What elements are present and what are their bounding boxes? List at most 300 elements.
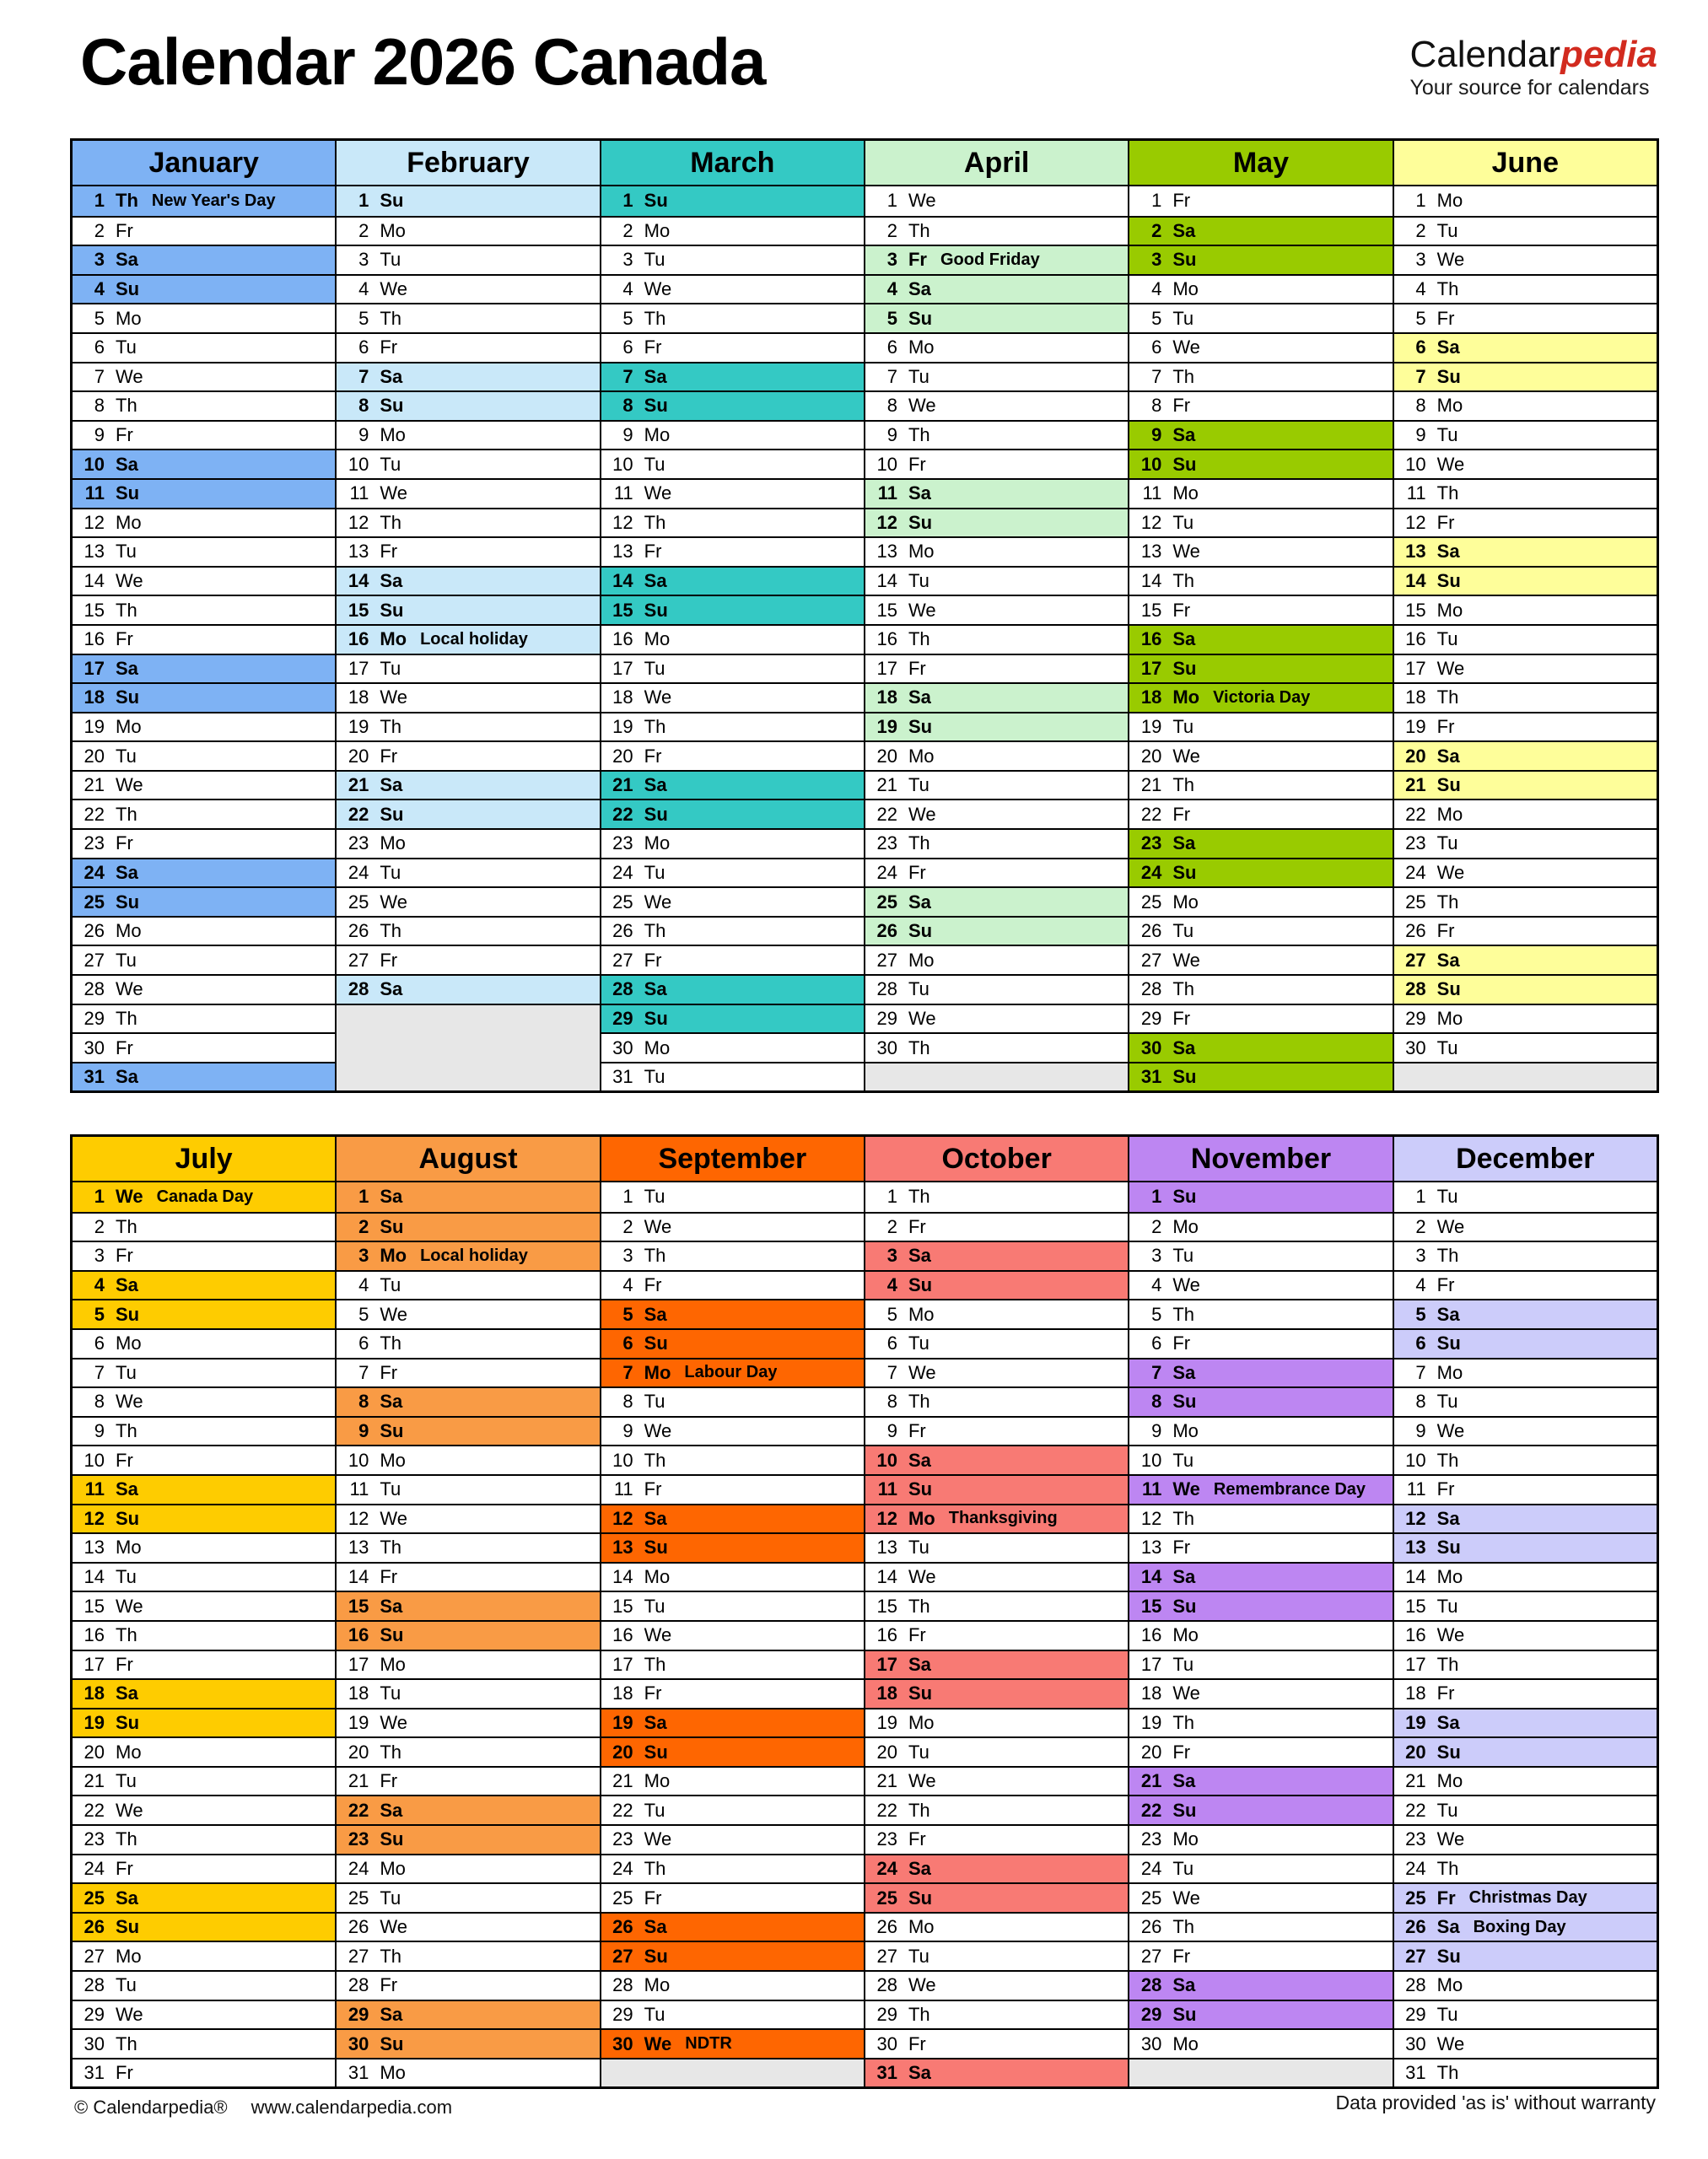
weekday-abbrev: We [644,1624,672,1646]
weekday-abbrev: Fr [116,424,133,446]
day-row [865,828,1128,858]
day-number: 6 [1415,1333,1426,1354]
day-row [1129,1416,1392,1446]
day-number: 15 [84,1595,105,1617]
day-number: 16 [1140,1624,1162,1646]
weekday-abbrev: Sa [380,1799,403,1821]
weekday-abbrev: Th [380,1333,402,1354]
day-number: 18 [876,686,897,708]
day-row [1129,332,1392,362]
day-number: 30 [1405,1036,1426,1058]
day-number: 4 [622,1274,633,1296]
month-header-october: October [865,1137,1128,1182]
day-row [337,1386,599,1416]
weekday-abbrev: Fr [1436,1683,1455,1704]
day-row [601,420,864,450]
logo-wordmark-black: Calendar [1409,34,1561,75]
weekday-abbrev: Tu [380,453,401,475]
weekday-abbrev: Sa [1436,1507,1460,1529]
day-row [1129,1941,1392,1970]
day-row [601,945,864,974]
weekday-abbrev: Tu [116,1974,137,1996]
weekday-abbrev: Th [380,511,402,533]
weekday-abbrev: Tu [380,1274,401,1296]
day-row [73,216,335,245]
weekday-abbrev: Mo [116,307,142,329]
weekday-abbrev: We [908,190,936,212]
month-header-june: June [1394,141,1657,186]
day-row [73,274,335,304]
day-number: 1 [358,1186,369,1208]
day-row [865,362,1128,391]
day-number: 15 [1405,599,1426,621]
day-row [1394,1504,1657,1533]
day-row [1394,2028,1657,2058]
weekday-abbrev: Fr [1172,1741,1191,1763]
weekday-abbrev: Sa [644,1916,667,1938]
day-number: 21 [876,774,897,796]
day-row [601,1299,864,1328]
day-row [1394,1358,1657,1387]
day-row [865,2000,1128,2029]
weekday-abbrev: Su [116,482,140,504]
day-row [601,1270,864,1300]
day-row [73,799,335,828]
day-row [1394,1708,1657,1737]
day-number: 3 [886,1245,897,1267]
day-row [865,654,1128,683]
weekday-abbrev: Th [1172,1711,1194,1733]
day-row [601,1004,864,1033]
day-number: 1 [886,1186,897,1208]
day-number: 21 [84,1770,105,1792]
day-row [337,1416,599,1446]
holiday-label: Victoria Day [1213,687,1311,707]
weekday-abbrev: We [908,1361,936,1383]
weekday-abbrev: Fr [116,2062,133,2084]
day-number: 9 [1415,424,1426,446]
weekday-abbrev: Fr [1436,1887,1456,1909]
day-number: 3 [358,249,369,271]
day-row [73,1241,335,1270]
weekday-abbrev: We [116,1186,143,1208]
day-number: 17 [84,657,105,679]
day-row [337,1328,599,1358]
day-number: 28 [612,1974,633,1996]
day-number: 26 [1140,1916,1162,1938]
weekday-abbrev: Th [1172,1303,1194,1325]
day-row [601,595,864,624]
day-row [1129,303,1392,332]
day-number: 11 [1406,482,1426,504]
day-row [865,478,1128,508]
day-number: 30 [1405,2032,1426,2054]
day-number: 14 [1140,1566,1162,1588]
day-number: 23 [876,1828,897,1850]
weekday-abbrev: Fr [1436,1274,1455,1296]
holiday-label: NDTR [685,2034,732,2054]
day-number: 22 [612,803,633,825]
day-number: 11 [1406,1478,1426,1500]
day-row [865,916,1128,945]
weekday-abbrev: Mo [1172,482,1199,504]
weekday-abbrev: Su [644,599,668,621]
weekday-abbrev: Th [908,832,930,854]
weekday-abbrev: We [1172,337,1200,358]
weekday-abbrev: Sa [644,365,667,387]
day-number: 19 [1405,715,1426,737]
day-number: 1 [886,190,897,212]
day-number: 5 [1151,1303,1162,1325]
day-row [73,1386,335,1416]
day-row [601,390,864,420]
day-row [337,916,599,945]
weekday-abbrev: Sa [380,1391,403,1413]
month-header-september: September [601,1137,864,1182]
day-row [337,2000,599,2029]
day-row [601,1032,864,1062]
weekday-abbrev: Mo [1172,686,1200,708]
day-row [73,420,335,450]
day-row [1394,770,1657,800]
weekday-abbrev: Su [908,307,933,329]
weekday-abbrev: Tu [1436,219,1458,241]
weekday-abbrev: Su [644,1945,668,1967]
day-row [1394,1620,1657,1650]
day-row [601,1445,864,1474]
day-row [1129,945,1392,974]
weekday-abbrev: We [644,2032,672,2054]
weekday-abbrev: Su [1436,1741,1461,1763]
day-row [337,1854,599,1883]
day-row [1129,362,1392,391]
weekday-abbrev: Sa [644,570,667,592]
weekday-abbrev: Th [908,1036,930,1058]
day-row [865,1678,1128,1708]
day-number: 10 [1140,453,1162,475]
month-header-april: April [865,141,1128,186]
day-row [1129,1504,1392,1533]
day-row [73,1562,335,1591]
logo-tagline: Your source for calendars [1409,76,1650,100]
day-row [601,1854,864,1883]
day-number: 23 [84,832,105,854]
day-row [337,362,599,391]
day-row [601,1474,864,1504]
day-number: 30 [84,1036,105,1058]
day-number: 14 [1405,570,1426,592]
day-number: 17 [612,1653,633,1675]
month-column-february [335,141,599,1090]
day-row [601,536,864,566]
weekday-abbrev: We [1172,541,1200,563]
weekday-abbrev: Tu [380,861,401,883]
day-row [601,1504,864,1533]
day-row [1394,2000,1657,2029]
weekday-abbrev: Mo [116,1537,142,1559]
weekday-abbrev: Sa [908,482,931,504]
day-row [73,858,335,887]
day-number: 28 [1405,978,1426,1000]
weekday-abbrev: Su [1172,861,1197,883]
weekday-abbrev: Tu [908,1333,929,1354]
day-number: 14 [612,570,633,592]
day-row [1394,1795,1657,1824]
day-number: 5 [1151,307,1162,329]
day-number: 24 [84,861,105,883]
weekday-abbrev: Mo [380,1245,407,1267]
day-row [73,1882,335,1912]
holiday-label: Thanksgiving [948,1509,1058,1528]
day-row [73,1270,335,1300]
month-column-september [600,1137,864,2086]
day-number: 28 [876,978,897,1000]
day-number: 1 [94,190,105,212]
day-number: 19 [348,1711,369,1733]
day-number: 12 [348,1507,369,1529]
day-row [865,624,1128,654]
day-row [1129,799,1392,828]
day-number: 1 [1151,1186,1162,1208]
day-row [73,945,335,974]
day-row [73,1824,335,1854]
month-header-november: November [1129,1137,1392,1182]
day-row [601,216,864,245]
day-row [337,712,599,741]
weekday-abbrev: Su [908,715,933,737]
day-row [601,1386,864,1416]
day-number: 27 [1140,1945,1162,1967]
day-row [601,1620,864,1650]
day-row [1129,508,1392,537]
day-row [73,508,335,537]
weekday-abbrev: Tu [644,249,665,271]
day-row [601,566,864,595]
day-row [1129,2028,1392,2058]
day-number: 3 [1415,1245,1426,1267]
weekday-abbrev: Th [908,424,930,446]
weekday-abbrev: Sa [908,1857,931,1879]
weekday-abbrev: Fr [644,1274,662,1296]
day-number: 19 [876,1711,897,1733]
weekday-abbrev: Su [1172,453,1197,475]
day-number: 30 [612,1036,633,1058]
weekday-abbrev: Su [1436,978,1461,1000]
weekday-abbrev: Sa [380,774,403,796]
day-number: 11 [1142,1478,1162,1500]
weekday-abbrev: We [116,2003,143,2025]
day-number: 25 [84,1887,105,1909]
weekday-abbrev: Fr [380,337,398,358]
weekday-abbrev: We [1172,949,1200,971]
day-number: 30 [876,1036,897,1058]
day-row [601,1358,864,1387]
weekday-abbrev: Fr [380,745,398,767]
weekday-abbrev: We [1436,1624,1465,1646]
day-number: 28 [612,978,633,1000]
weekday-abbrev: Mo [644,1974,671,1996]
day-row [73,740,335,770]
weekday-abbrev: We [116,774,143,796]
day-row [337,595,599,624]
weekday-abbrev: Tu [116,1566,137,1588]
weekday-abbrev: Tu [1172,1245,1194,1267]
weekday-abbrev: Tu [116,337,137,358]
day-row [1394,1824,1657,1854]
weekday-abbrev: Sa [1172,1566,1196,1588]
day-row [337,1504,599,1533]
day-number: 9 [886,1420,897,1442]
day-row [1129,216,1392,245]
day-number: 12 [612,1507,633,1529]
weekday-abbrev: We [380,1711,407,1733]
weekday-abbrev: Mo [116,920,142,942]
day-number: 27 [348,949,369,971]
weekday-abbrev: Fr [380,1770,398,1792]
day-row [601,1736,864,1766]
day-number: 16 [876,628,897,650]
weekday-abbrev: Th [644,715,666,737]
weekday-abbrev: We [1436,453,1465,475]
day-row [337,1562,599,1591]
day-number: 2 [94,219,105,241]
weekday-abbrev: We [908,803,936,825]
day-number: 5 [886,307,897,329]
day-row [1129,449,1392,478]
day-row [1394,566,1657,595]
weekday-abbrev: Sa [1436,337,1460,358]
day-number: 12 [348,511,369,533]
weekday-abbrev: Tu [116,1361,137,1383]
day-row [337,245,599,274]
weekday-abbrev: Su [644,803,668,825]
day-row [337,1212,599,1241]
day-row [1129,1445,1392,1474]
day-row [601,740,864,770]
weekday-abbrev: Su [1436,570,1461,592]
day-number: 10 [876,453,897,475]
day-row [865,449,1128,478]
weekday-abbrev: Mo [1172,891,1199,913]
day-row [1129,828,1392,858]
weekday-abbrev: We [380,1507,407,1529]
day-row [1129,1004,1392,1033]
day-number: 18 [612,1683,633,1704]
month-column-july [73,1137,335,2086]
day-number: 5 [622,307,633,329]
day-row [865,245,1128,274]
day-number: 12 [1405,1507,1426,1529]
day-row [337,2058,599,2087]
weekday-abbrev: Mo [380,219,406,241]
day-row [73,886,335,916]
day-row [337,974,599,1004]
day-number: 12 [876,511,897,533]
day-row [865,1824,1128,1854]
day-row [73,1708,335,1737]
day-number: 13 [1405,541,1426,563]
day-number: 22 [84,1799,105,1821]
day-row [73,478,335,508]
weekday-abbrev: Sa [908,686,931,708]
holiday-label: Local holiday [420,1246,528,1265]
weekday-abbrev: Tu [116,745,137,767]
day-number: 16 [84,1624,105,1646]
day-number: 28 [876,1974,897,1996]
day-row [1129,740,1392,770]
weekday-abbrev: Su [644,395,668,417]
day-number: 21 [84,774,105,796]
day-row [865,974,1128,1004]
day-row [1394,1650,1657,1679]
weekday-abbrev: Mo [644,424,671,446]
day-row [1129,566,1392,595]
day-number: 19 [1140,715,1162,737]
weekday-abbrev: Sa [1436,949,1460,971]
day-number: 26 [876,1916,897,1938]
day-number: 24 [1140,1857,1162,1879]
day-number: 12 [1405,511,1426,533]
day-row [73,1620,335,1650]
weekday-abbrev: Mo [1436,1770,1463,1792]
weekday-abbrev: We [1172,1478,1200,1500]
day-number: 22 [1405,803,1426,825]
day-row [337,1736,599,1766]
weekday-abbrev: Tu [1436,1186,1458,1208]
day-row [1394,1241,1657,1270]
day-row [601,799,864,828]
weekday-abbrev: Tu [644,1799,665,1821]
weekday-abbrev: Su [644,1741,668,1763]
day-number: 12 [876,1507,897,1529]
weekday-abbrev: Tu [908,365,929,387]
day-number: 11 [84,482,105,504]
weekday-abbrev: Tu [1436,424,1458,446]
day-number: 11 [613,482,633,504]
day-row [601,916,864,945]
day-row [337,799,599,828]
day-row [337,566,599,595]
day-number: 1 [622,1186,633,1208]
day-number: 24 [348,861,369,883]
weekday-abbrev: Mo [380,1653,406,1675]
day-number: 8 [358,395,369,417]
weekday-abbrev: Th [116,395,137,417]
day-number: 15 [1140,1595,1162,1617]
day-number: 24 [1140,861,1162,883]
day-row [601,1212,864,1241]
day-number: 7 [1415,365,1426,387]
day-row [337,1650,599,1679]
day-row [337,186,599,216]
weekday-abbrev: Mo [380,424,406,446]
day-number: 26 [1140,920,1162,942]
day-row [1129,1474,1392,1504]
day-number: 21 [348,774,369,796]
day-number: 2 [622,219,633,241]
day-number: 5 [1415,1303,1426,1325]
day-row [337,1182,599,1212]
day-row [73,332,335,362]
day-row [1394,1386,1657,1416]
day-row [1394,1328,1657,1358]
day-number: 5 [358,1303,369,1325]
day-number: 22 [1405,1799,1426,1821]
day-row [1394,536,1657,566]
day-number: 10 [1405,453,1426,475]
day-number: 25 [876,891,897,913]
weekday-abbrev: Sa [1436,1303,1460,1325]
